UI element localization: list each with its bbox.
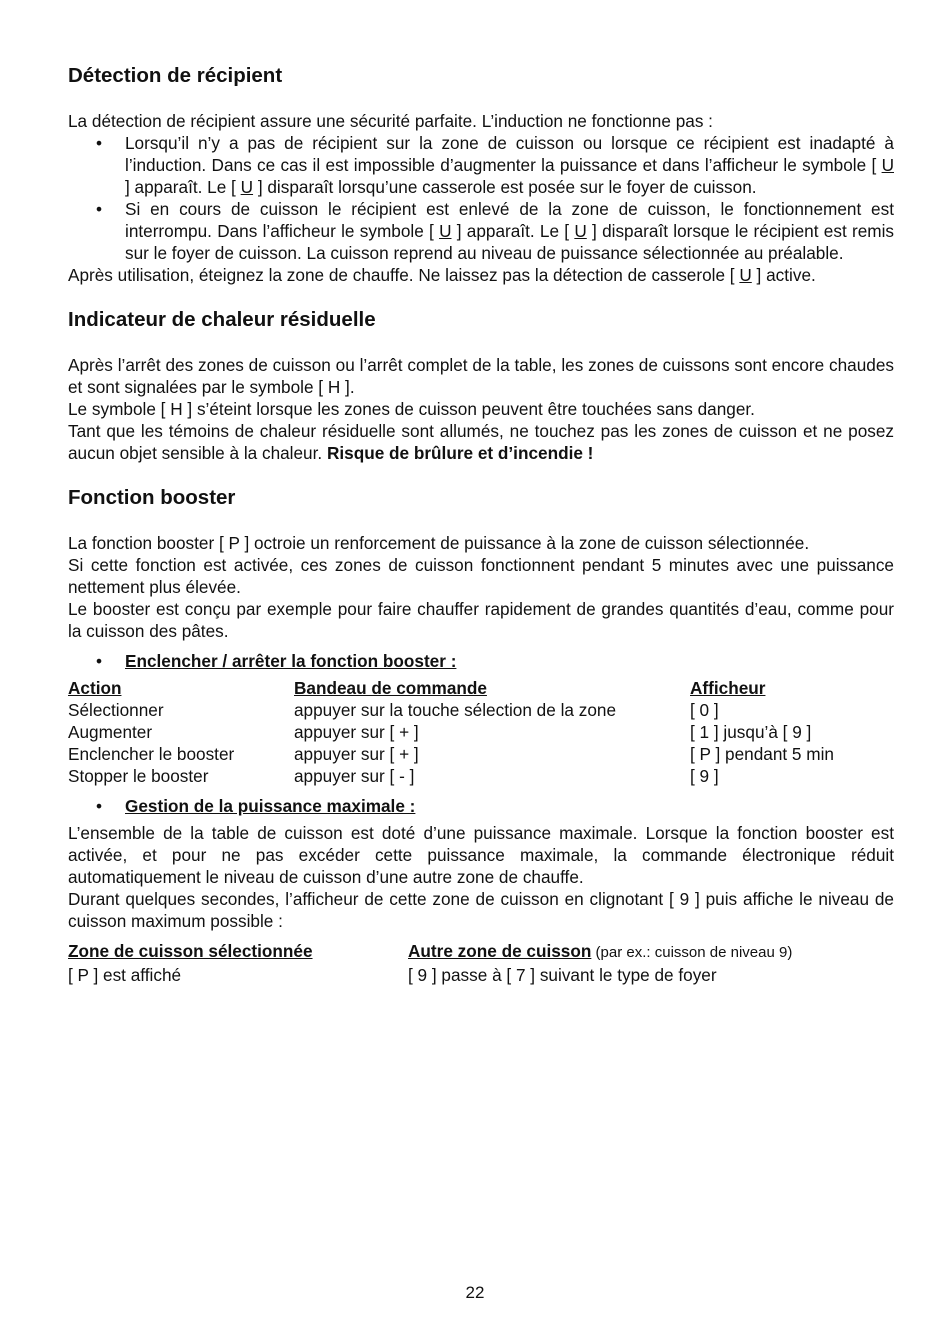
table-cell: Stopper le booster (68, 766, 209, 786)
bullet-icon: • (96, 133, 103, 153)
residual-heat-paragraph: Tant que les témoins de chaleur résiduelle sont allumés, ne touchez pas les zones de cuisson et ne posez aucun objet sensible à la chaleur. Risque de brûlure et d’incendie ! (68, 421, 894, 463)
section-title-detection: Détection de récipient (68, 64, 283, 87)
list-item (68, 650, 894, 672)
list-item (68, 795, 894, 817)
bullet-icon: • (96, 651, 103, 671)
booster-paragraph: Si cette fonction est activée, ces zones de cuisson fonctionnent pendant 5 minutes avec une puissance nettement plus élevée. (68, 555, 894, 597)
table-cell: appuyer sur [ - ] (294, 766, 415, 786)
booster-subheading: Enclencher / arrêter la fonction booster : (125, 651, 457, 671)
table-cell: [ 1 ] jusqu’à [ 9 ] (690, 722, 812, 742)
residual-heat-paragraph: Le symbole [ H ] s’éteint lorsque les zones de cuisson peuvent être touchées sans danger. (68, 399, 755, 419)
list-item: • Si en cours de cuisson le récipient est enlevé de la zone de cuisson, le fonctionnement est interrompu. Dans l’afficheur le symbole [ U ] apparaît. Le [ U ] disparaît lorsque le récipient est remis sur le foyer de cuisson. La cuisson reprend au niveau de puissance sélectionnée au préalable. (96, 199, 894, 263)
section-title-residual-heat: Indicateur de chaleur résiduelle (68, 308, 376, 331)
table-row (68, 721, 834, 743)
list-item: • Lorsqu’il n’y a pas de récipient sur la zone de cuisson ou lorsque ce récipient est inadapté à l’induction. Dans ce cas il est impossible d’augmenter la puissance et dans l’afficheur le symbole [ U ] apparaît. Le [ U ] disparaît lorsqu’une casserole est posée sur le foyer de cuisson. (96, 133, 894, 197)
booster-paragraph: Le booster est conçu par exemple pour faire chauffer rapidement de grandes quantités d’eau, comme pour la cuisson des pâtes. (68, 599, 894, 641)
page-number: 22 (465, 1283, 485, 1302)
bullet-icon: • (96, 199, 103, 219)
zone-table (68, 940, 792, 986)
table-header-row (68, 677, 834, 699)
booster-table (68, 677, 834, 787)
booster-paragraph: La fonction booster [ P ] octroie un renforcement de puissance à la zone de cuisson sélectionnée. (68, 533, 810, 553)
table-cell: Sélectionner (68, 700, 164, 720)
residual-heat-paragraph: Après l’arrêt des zones de cuisson ou l’arrêt complet de la table, les zones de cuissons sont encore chaudes et sont signalées par le symbole [ H ]. (68, 355, 894, 397)
table-cell: appuyer sur [ + ] (294, 744, 419, 764)
detection-outro: Après utilisation, éteignez la zone de chauffe. Ne laissez pas la détection de casserole [ U ] active. (68, 265, 816, 285)
table-row (68, 964, 792, 986)
column-header: Afficheur (690, 678, 766, 698)
column-header: Bandeau de commande (294, 678, 487, 698)
max-power-subheading: Gestion de la puissance maximale : (125, 796, 416, 816)
bullet-icon: • (96, 796, 103, 816)
table-cell: [ P ] est affiché (68, 965, 182, 985)
max-power-paragraph: L’ensemble de la table de cuisson est doté d’une puissance maximale. Lorsque la fonction booster est activée, et pour ne pas excéder cette puissance maximale, la commande électronique réduit automatiquement le niveau de cuisson d’une autre zone de chauffe. (68, 823, 894, 887)
table-row (68, 743, 834, 765)
table-cell: [ P ] pendant 5 min (690, 744, 834, 764)
table-cell: appuyer sur la touche sélection de la zone (294, 700, 616, 720)
table-cell: [ 9 ] passe à [ 7 ] suivant le type de foyer (408, 965, 717, 985)
column-header: Autre zone de cuisson (par ex.: cuisson de niveau 9) (408, 941, 793, 961)
table-cell: [ 9 ] (690, 766, 719, 786)
table-row (68, 765, 834, 787)
column-header-note: (par ex.: cuisson de niveau 9) (591, 944, 793, 961)
detection-bullet-list (68, 132, 894, 264)
table-cell: Enclencher le booster (68, 744, 235, 764)
column-header: Zone de cuisson sélectionnée (68, 941, 313, 961)
warning-text: Risque de brûlure et d’incendie ! (326, 443, 594, 463)
table-header-row (68, 940, 792, 964)
max-power-paragraph: Durant quelques secondes, l’afficheur de cette zone de cuisson en clignotant [ 9 ] puis affiche le niveau de cuisson maximum possible : (68, 889, 894, 931)
column-header: Action (68, 678, 122, 698)
table-cell: [ 0 ] (690, 700, 719, 720)
page-content (68, 62, 894, 986)
max-power-subheading-list (68, 795, 894, 817)
table-row (68, 699, 834, 721)
table-cell: Augmenter (68, 722, 153, 742)
booster-subheading-list (68, 650, 894, 672)
table-cell: appuyer sur [ + ] (294, 722, 419, 742)
detection-intro: La détection de récipient assure une sécurité parfaite. L’induction ne fonctionne pas : (68, 111, 713, 131)
section-title-booster: Fonction booster (68, 486, 236, 509)
